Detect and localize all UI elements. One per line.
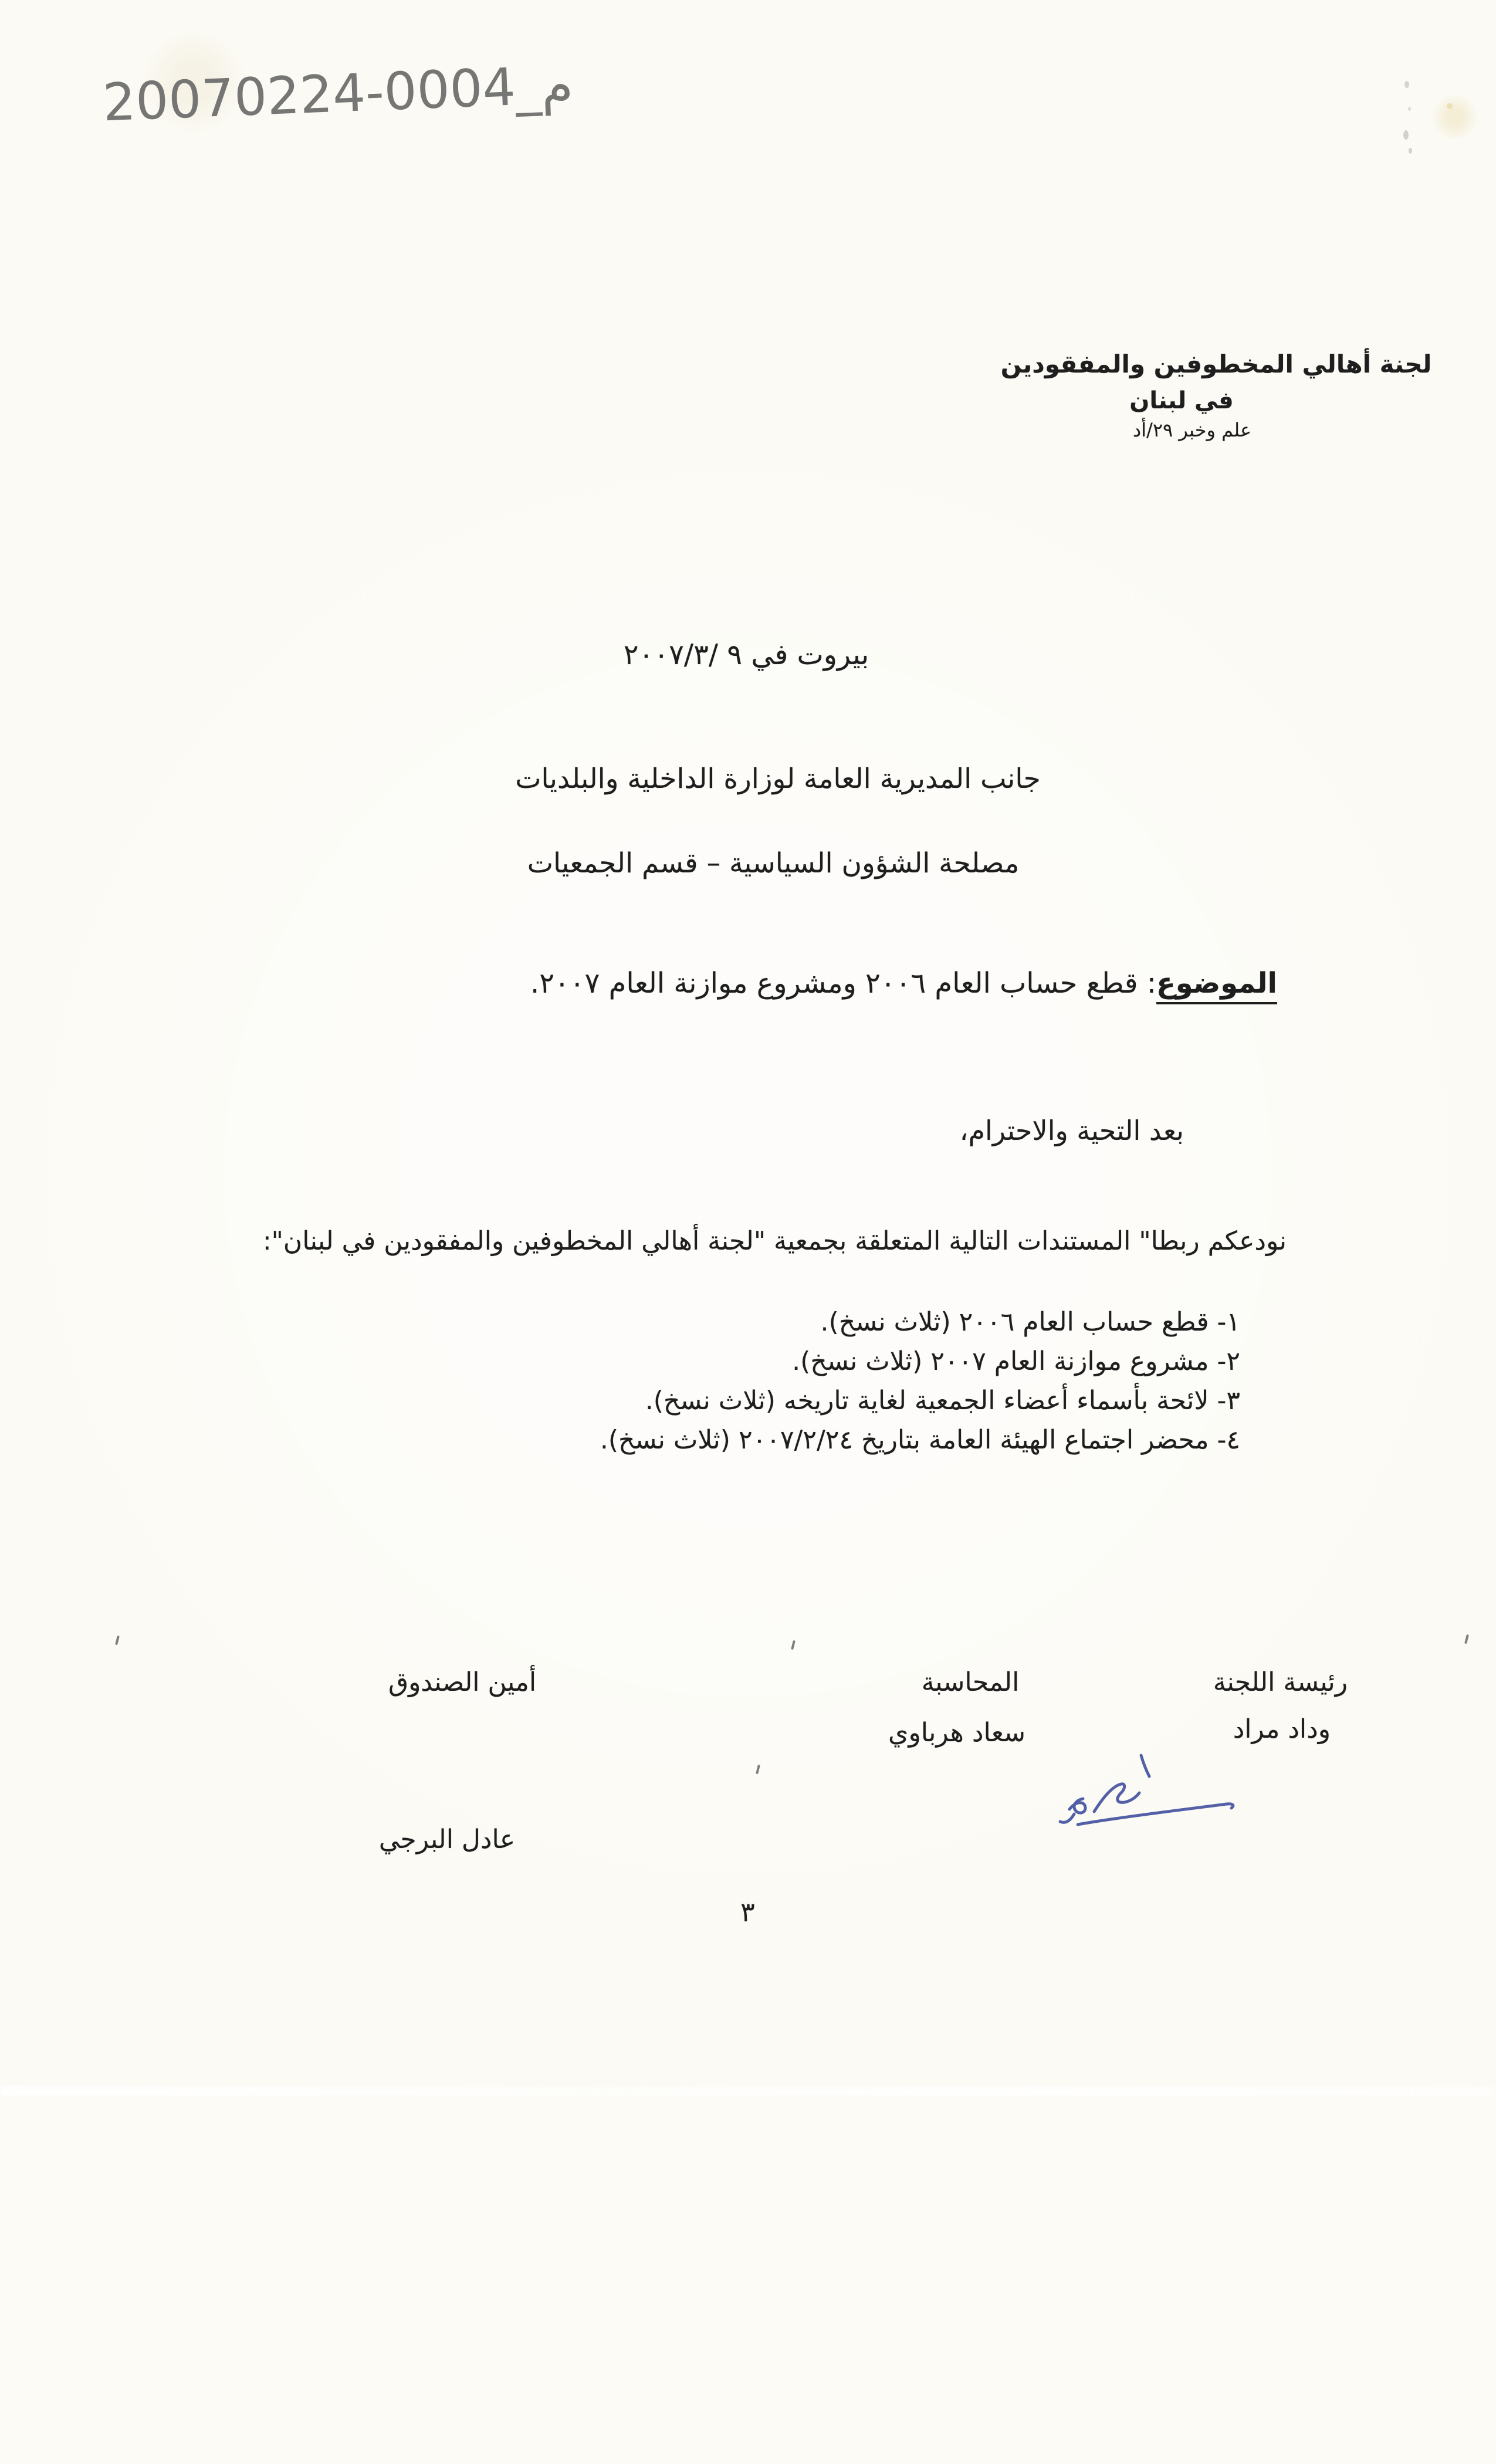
attachment-item: ١- قطع حساب العام ٢٠٠٦ (ثلاث نسخ). [820,1307,1240,1337]
name-accountant: سعاد هرباوي [888,1718,1025,1748]
letterhead-location: في لبنان [1129,387,1234,414]
scan-speck [1409,148,1412,154]
handwritten-signature [1053,1748,1253,1836]
letterhead-license: علم وخبر ٢٩/أد [1132,419,1252,441]
addressee-line-2: مصلحة الشؤون السياسية – قسم الجمعيات [527,847,1020,879]
page-number: ٣ [740,1896,755,1928]
subject-text: : قطع حساب العام ٢٠٠٦ ومشروع موازنة العام ٢٠٠٧. [530,967,1156,1000]
attachment-item: ٤- محضر اجتماع الهيئة العامة بتاريخ ٢٠٠٧/٢/٢٤ (ثلاث نسخ). [600,1425,1240,1455]
handwritten-reference: 20070224-0004_م [101,54,574,133]
scan-mark [756,1765,760,1774]
subject-line [530,967,1277,1000]
attachment-item: ٢- مشروع موازنة العام ٢٠٠٧ (ثلاث نسخ). [792,1346,1240,1376]
role-treasurer: أمين الصندوق [388,1667,537,1697]
role-accountant: المحاسبة [921,1667,1020,1697]
subject-label: الموضوع [1156,967,1277,1004]
addressee-line-1: جانب المديرية العامة لوزارة الداخلية والبلديات [515,763,1041,795]
attachment-item: ٣- لائحة بأسماء أعضاء الجمعية لغاية تاريخه (ثلاث نسخ). [645,1386,1240,1416]
greeting-line: بعد التحية والاحترام، [959,1115,1184,1146]
name-president: وداد مراد [1233,1714,1331,1744]
date-city-label: بيروت في [751,638,869,671]
scan-mark [115,1636,120,1645]
scan-speck [1447,103,1453,109]
scanner-bottom-region [0,2096,1496,2464]
scan-mark [1464,1634,1469,1644]
date-numerals: ٢٠٠٧/٣/ ٩ [623,638,743,671]
scan-speck [1404,81,1409,88]
letterhead-org-name: لجنة أهالي المخطوفين والمفقودين [1000,350,1432,378]
body-intro: نودعكم ربطا" المستندات التالية المتعلقة بجمعية "لجنة أهالي المخطوفين والمفقودين في لبنان": [262,1226,1287,1256]
scan-speck [1403,130,1409,140]
scan-speck [1408,107,1411,111]
name-treasurer: عادل البرجي [378,1825,516,1854]
date-line [624,638,869,671]
role-president: رئيسة اللجنة [1213,1667,1348,1697]
scan-mark [791,1640,796,1650]
